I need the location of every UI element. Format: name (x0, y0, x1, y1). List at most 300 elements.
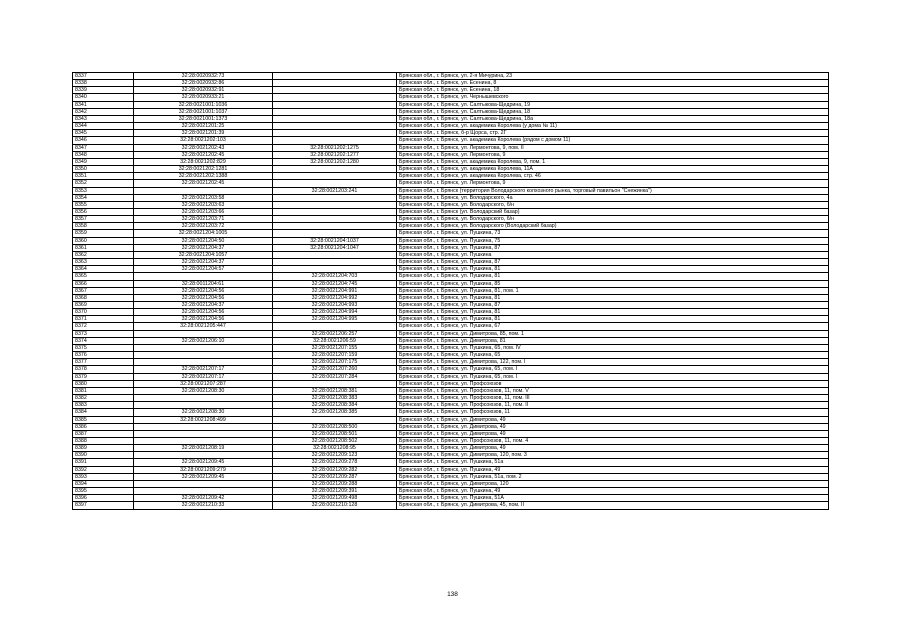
row-number-cell: 8348 (73, 151, 134, 158)
address-cell: Брянская обл., г. Брянск, ул. Профсоюзов, 11, пом. II (397, 402, 829, 409)
row-number-cell: 8378 (73, 366, 134, 373)
cadastral-number-cell: 32:28:0021203:63 (134, 201, 273, 208)
object-cadastral-number-cell (273, 94, 397, 101)
table-row (73, 108, 829, 115)
table-row (73, 309, 829, 316)
table-row (73, 395, 829, 402)
object-cadastral-number-cell: 32:28:0021202:1275 (273, 144, 397, 151)
row-number-cell: 8347 (73, 144, 134, 151)
table-row (73, 287, 829, 294)
row-number-cell: 8388 (73, 437, 134, 444)
row-number-cell: 8372 (73, 323, 134, 330)
object-cadastral-number-cell: 32:28:0021204:992 (273, 294, 397, 301)
address-cell: Брянская обл., г. Брянск, ул. Пушкина, 65, пом. I (397, 366, 829, 373)
table-row (73, 330, 829, 337)
object-cadastral-number-cell (273, 323, 397, 330)
cadastral-number-cell: 32:28:0021204:56 (134, 309, 273, 316)
cadastral-number-cell: 32:28:0021209:279 (134, 466, 273, 473)
cadastral-number-cell: 32:28:0020933:21 (134, 94, 273, 101)
table-row (73, 80, 829, 87)
address-cell: Брянская обл., г. Брянск, ул. Профсоюзов (397, 380, 829, 387)
cadastral-number-cell (134, 395, 273, 402)
object-cadastral-number-cell: 32:28:0021209:278 (273, 459, 397, 466)
object-cadastral-number-cell: 32:28:0021203:241 (273, 187, 397, 194)
address-cell: Брянская обл., г. Брянск, ул. Пушкина, 81 (397, 309, 829, 316)
cadastral-number-cell: 32:28:0021201:39 (134, 130, 273, 137)
cadastral-number-cell: 32:28:0021209:45 (134, 473, 273, 480)
row-number-cell: 8384 (73, 409, 134, 416)
row-number-cell: 8396 (73, 495, 134, 502)
address-cell: Брянская обл., г. Брянск, ул. академика Королева, 11А (397, 166, 829, 173)
row-number-cell: 8361 (73, 244, 134, 251)
object-cadastral-number-cell (273, 137, 397, 144)
table-row (73, 488, 829, 495)
row-number-cell: 8391 (73, 459, 134, 466)
address-cell: Брянская обл., г. Брянск, ул. Есенина, 8 (397, 80, 829, 87)
address-cell: Брянская обл., г. Брянск, б-р Щорса, стр. 2Г (397, 130, 829, 137)
object-cadastral-number-cell (273, 266, 397, 273)
cadastral-number-cell: 32:28:0021204:1057 (134, 251, 273, 258)
cadastral-number-cell (134, 437, 273, 444)
table-row (73, 201, 829, 208)
row-number-cell: 8337 (73, 73, 134, 80)
address-cell: Брянская обл., г. Брянск, ул. Володарского, б/н (397, 201, 829, 208)
cadastral-number-cell: 32:28:0021205:447 (134, 323, 273, 330)
address-cell: Брянская обл., г. Брянск, ул. Салтыкова-Щедрина, 18а (397, 115, 829, 122)
object-cadastral-number-cell: 32:28:0021209:391 (273, 488, 397, 495)
cadastral-number-cell: 32:28:0021204:1005 (134, 230, 273, 237)
cadastral-number-cell: 32:28:0011204:61 (134, 280, 273, 287)
cadastral-number-cell (134, 488, 273, 495)
address-cell: Брянская обл., г. Брянск, ул. академика Королева (у дома № 11) (397, 123, 829, 130)
row-number-cell: 8353 (73, 187, 134, 194)
row-number-cell: 8376 (73, 352, 134, 359)
address-cell: Брянская обл., г. Брянск, ул. академика Королева, стр. 46 (397, 173, 829, 180)
table-row (73, 445, 829, 452)
table-row (73, 73, 829, 80)
cadastral-number-cell (134, 480, 273, 487)
address-cell: Брянская обл., г. Брянск, ул. Пушкина, 87 (397, 302, 829, 309)
address-cell: Брянская обл., г. Брянск, ул. Володарского, 4а (397, 194, 829, 201)
cadastral-number-cell: 32:28:0021202:43 (134, 144, 273, 151)
cadastral-number-cell: 32:28:0021001:1037 (134, 108, 273, 115)
table-row (73, 130, 829, 137)
address-cell: Брянская обл., г. Брянск, ул. Профсоюзов, 11, пом. 4 (397, 437, 829, 444)
table-row (73, 266, 829, 273)
row-number-cell: 8342 (73, 108, 134, 115)
table-row (73, 380, 829, 387)
row-number-cell: 8354 (73, 194, 134, 201)
object-cadastral-number-cell (273, 194, 397, 201)
object-cadastral-number-cell (273, 216, 397, 223)
address-cell: Брянская обл., г. Брянск, ул. Пушкина, 51а, пом. 2 (397, 473, 829, 480)
object-cadastral-number-cell (273, 416, 397, 423)
object-cadastral-number-cell: 32:28:0021204:991 (273, 287, 397, 294)
cadastral-number-cell: 32:28:0021210:33 (134, 502, 273, 509)
row-number-cell: 8351 (73, 173, 134, 180)
cadastral-number-cell: 32:28:0021203:66 (134, 208, 273, 215)
table-row (73, 459, 829, 466)
table-row (73, 244, 829, 251)
object-cadastral-number-cell: 32:28:0021209:498 (273, 495, 397, 502)
object-cadastral-number-cell: 32:28:0021208:502 (273, 437, 397, 444)
address-cell: Брянская обл., г. Брянск, ул. Пушкина, 49 (397, 488, 829, 495)
cadastral-number-cell: 32:28:0021208:19 (134, 445, 273, 452)
object-cadastral-number-cell (273, 101, 397, 108)
object-cadastral-number-cell: 32:28:0021209:123 (273, 452, 397, 459)
table-row (73, 466, 829, 473)
address-cell: Брянская обл., г. Брянск, ул. Профсоюзов, 11, пом. V (397, 387, 829, 394)
row-number-cell: 8385 (73, 416, 134, 423)
object-cadastral-number-cell (273, 180, 397, 187)
cadastral-number-cell: 32:28:0021208:499 (134, 416, 273, 423)
table-row (73, 158, 829, 165)
row-number-cell: 8359 (73, 230, 134, 237)
cadastral-number-cell: 32:28:0021208:30 (134, 409, 273, 416)
table-row (73, 437, 829, 444)
table-row (73, 302, 829, 309)
object-cadastral-number-cell: 32:28:0021208:501 (273, 430, 397, 437)
registry-table-body (73, 73, 829, 510)
cadastral-number-cell: 32:28:0021203:58 (134, 194, 273, 201)
cadastral-number-cell: 32:28:0021207:17 (134, 366, 273, 373)
cadastral-number-cell: 32:28:0021204:56 (134, 287, 273, 294)
object-cadastral-number-cell (273, 223, 397, 230)
object-cadastral-number-cell (273, 123, 397, 130)
cadastral-number-cell: 32:28:0021204:57 (134, 266, 273, 273)
table-row (73, 366, 829, 373)
cadastral-number-cell (134, 344, 273, 351)
object-cadastral-number-cell: 32:28:0021206:59 (273, 337, 397, 344)
row-number-cell: 8387 (73, 430, 134, 437)
address-cell: Брянская обл., г. Брянск, ул. Володарского, б/н (397, 216, 829, 223)
table-row (73, 180, 829, 187)
table-row (73, 480, 829, 487)
registry-table (72, 72, 829, 510)
table-row (73, 280, 829, 287)
table-row (73, 430, 829, 437)
row-number-cell: 8373 (73, 330, 134, 337)
object-cadastral-number-cell (273, 208, 397, 215)
object-cadastral-number-cell (273, 259, 397, 266)
row-number-cell: 8358 (73, 223, 134, 230)
table-row (73, 273, 829, 280)
row-number-cell: 8375 (73, 344, 134, 351)
row-number-cell: 8369 (73, 302, 134, 309)
cadastral-number-cell: 32:28:0021001:1036 (134, 101, 273, 108)
row-number-cell: 8389 (73, 445, 134, 452)
table-row (73, 416, 829, 423)
address-cell: Брянская обл., г. Брянск, ул. Профсоюзов, 11 (397, 409, 829, 416)
row-number-cell: 8341 (73, 101, 134, 108)
table-row (73, 502, 829, 509)
address-cell: Брянская обл., г. Брянск, ул. Володарского (Володарский базар) (397, 223, 829, 230)
address-cell: Брянская обл., г. Брянск, ул. Пушкина, 65, пом. IV (397, 344, 829, 351)
row-number-cell: 8382 (73, 395, 134, 402)
cadastral-number-cell: 32:28:0021209:45 (134, 459, 273, 466)
object-cadastral-number-cell: 32:28:0021204:1037 (273, 237, 397, 244)
table-row (73, 144, 829, 151)
address-cell: Брянская обл., г. Брянск, ул. академика Королева (рядом с домом 11) (397, 137, 829, 144)
address-cell: Брянская обл., г. Брянск, ул. Лермонтова, 9, пом. II (397, 144, 829, 151)
row-number-cell: 8390 (73, 452, 134, 459)
object-cadastral-number-cell: 32:28:0021208:500 (273, 423, 397, 430)
cadastral-number-cell: 32:28:0021208:30 (134, 387, 273, 394)
cadastral-number-cell: 32:28:0021201:25 (134, 123, 273, 130)
row-number-cell: 8395 (73, 488, 134, 495)
row-number-cell: 8380 (73, 380, 134, 387)
address-cell: Брянская обл., г. Брянск, ул. Димитрова, 81 (397, 337, 829, 344)
cadastral-number-cell (134, 430, 273, 437)
address-cell: Брянская обл., г. Брянск, ул. Салтыкова-Щедрина, 19 (397, 101, 829, 108)
table-row (73, 373, 829, 380)
address-cell: Брянская обл., г. Брянск, ул. Димитрова, 49 (397, 430, 829, 437)
table-row (73, 387, 829, 394)
table-row (73, 94, 829, 101)
row-number-cell: 8364 (73, 266, 134, 273)
table-row (73, 216, 829, 223)
table-row (73, 337, 829, 344)
row-number-cell: 8355 (73, 201, 134, 208)
address-cell: Брянская обл., г. Брянск, ул. Есенина, 18 (397, 87, 829, 94)
cadastral-number-cell: 32:28:0021204:37 (134, 259, 273, 266)
cadastral-number-cell: 32:28:0021204:50 (134, 237, 273, 244)
object-cadastral-number-cell: 32:28:0021204:994 (273, 309, 397, 316)
row-number-cell: 8367 (73, 287, 134, 294)
cadastral-number-cell: 32:28:0021202:1388 (134, 173, 273, 180)
table-row (73, 173, 829, 180)
cadastral-number-cell: 32:28:0020932:91 (134, 87, 273, 94)
row-number-cell: 8365 (73, 273, 134, 280)
row-number-cell: 8346 (73, 137, 134, 144)
row-number-cell: 8366 (73, 280, 134, 287)
address-cell: Брянская обл., г. Брянск, ул. Димитрова, 85, пом. 1 (397, 330, 829, 337)
object-cadastral-number-cell: 32:28:0021204:745 (273, 280, 397, 287)
row-number-cell: 8345 (73, 130, 134, 137)
row-number-cell: 8394 (73, 480, 134, 487)
object-cadastral-number-cell (273, 73, 397, 80)
table-row (73, 237, 829, 244)
object-cadastral-number-cell: 32:28:0021204:1047 (273, 244, 397, 251)
row-number-cell: 8397 (73, 502, 134, 509)
table-row (73, 423, 829, 430)
cadastral-number-cell: 32:28:0021207:17 (134, 373, 273, 380)
table-row (73, 495, 829, 502)
table-row (73, 101, 829, 108)
table-row (73, 87, 829, 94)
row-number-cell: 8362 (73, 251, 134, 258)
address-cell: Брянская обл., г. Брянск, ул. Пушкина, 87 (397, 244, 829, 251)
address-cell: Брянская обл., г. Брянск, ул. Пушкина (397, 251, 829, 258)
cadastral-number-cell: 32:28:0020932:73 (134, 73, 273, 80)
table-row (73, 166, 829, 173)
row-number-cell: 8370 (73, 309, 134, 316)
object-cadastral-number-cell: 32:28:0021204:995 (273, 316, 397, 323)
row-number-cell: 8339 (73, 87, 134, 94)
table-row (73, 194, 829, 201)
object-cadastral-number-cell (273, 251, 397, 258)
address-cell: Брянская обл., г. Брянск, ул. Димитрова, 49 (397, 416, 829, 423)
row-number-cell: 8393 (73, 473, 134, 480)
address-cell: Брянская обл., г. Брянск, ул. Чернышевского (397, 94, 829, 101)
object-cadastral-number-cell: 32:28:0021207:260 (273, 366, 397, 373)
cadastral-number-cell (134, 452, 273, 459)
row-number-cell: 8374 (73, 337, 134, 344)
row-number-cell: 8363 (73, 259, 134, 266)
table-row (73, 151, 829, 158)
address-cell: Брянская обл., г. Брянск, ул. Пушкина, 51А (397, 495, 829, 502)
cadastral-number-cell: 32:28:0021202:45 (134, 151, 273, 158)
table-row (73, 251, 829, 258)
cadastral-number-cell: 32:28:0021203:72 (134, 223, 273, 230)
address-cell: Брянская обл., г. Брянск, ул. Пушкина, 81, пом. 1 (397, 287, 829, 294)
cadastral-number-cell (134, 359, 273, 366)
object-cadastral-number-cell (273, 166, 397, 173)
row-number-cell: 8356 (73, 208, 134, 215)
row-number-cell: 8381 (73, 387, 134, 394)
object-cadastral-number-cell (273, 230, 397, 237)
table-row (73, 316, 829, 323)
object-cadastral-number-cell: 32:28:0021208:384 (273, 402, 397, 409)
object-cadastral-number-cell: 32:28:0021202:1277 (273, 151, 397, 158)
row-number-cell: 8386 (73, 423, 134, 430)
address-cell: Брянская обл., г. Брянск, ул. Димитрова, 45, пом. II (397, 502, 829, 509)
cadastral-number-cell (134, 423, 273, 430)
cadastral-number-cell: 32:28:0021204:37 (134, 244, 273, 251)
object-cadastral-number-cell (273, 115, 397, 122)
row-number-cell: 8350 (73, 166, 134, 173)
cadastral-number-cell: 32:28:0021202:1281 (134, 166, 273, 173)
table-row (73, 115, 829, 122)
table-row (73, 352, 829, 359)
table-row (73, 208, 829, 215)
object-cadastral-number-cell (273, 108, 397, 115)
address-cell: Брянская обл., г. Брянск, ул. Пушкина, 87 (397, 259, 829, 266)
table-row (73, 123, 829, 130)
object-cadastral-number-cell: 32:28:0021207:155 (273, 344, 397, 351)
address-cell: Брянская обл., г. Брянск, ул. Пушкина, 65 (397, 352, 829, 359)
address-cell: Брянская обл., г. Брянск, ул. академика Королева, 9, пом. 1 (397, 158, 829, 165)
object-cadastral-number-cell (273, 173, 397, 180)
address-cell: Брянская обл., г. Брянск, ул. Пушкина, 51а (397, 459, 829, 466)
object-cadastral-number-cell (273, 380, 397, 387)
address-cell: Брянская обл., г. Брянск, ул. Димитрова, 120, пом. 3 (397, 452, 829, 459)
table-row (73, 409, 829, 416)
cadastral-number-cell: 32:28:0021209:42 (134, 495, 273, 502)
row-number-cell: 8352 (73, 180, 134, 187)
object-cadastral-number-cell: 32:28:0021206:257 (273, 330, 397, 337)
address-cell: Брянская обл., г. Брянск, ул. Пушкина, 65, пом. I (397, 373, 829, 380)
table-row (73, 473, 829, 480)
row-number-cell: 8371 (73, 316, 134, 323)
address-cell: Брянская обл., г. Брянск, ул. Димитрова, 49 (397, 423, 829, 430)
object-cadastral-number-cell: 32:28:0021207:159 (273, 352, 397, 359)
object-cadastral-number-cell: 32:28:0021208:95 (273, 445, 397, 452)
row-number-cell: 8343 (73, 115, 134, 122)
row-number-cell: 8379 (73, 373, 134, 380)
row-number-cell: 8368 (73, 294, 134, 301)
table-row (73, 137, 829, 144)
object-cadastral-number-cell: 32:28:0021208:381 (273, 387, 397, 394)
object-cadastral-number-cell (273, 130, 397, 137)
address-cell: Брянская обл., г. Брянск, ул. Пушкина, 81 (397, 273, 829, 280)
cadastral-number-cell: 32:28:0021204:56 (134, 294, 273, 301)
table-row (73, 187, 829, 194)
address-cell: Брянская обл., г. Брянск (ул. Володарский базар) (397, 208, 829, 215)
address-cell: Брянская обл., г. Брянск, ул. Димитрова, 122, пом. I (397, 359, 829, 366)
object-cadastral-number-cell: 32:28:0021202:1280 (273, 158, 397, 165)
object-cadastral-number-cell: 32:28:0021208:385 (273, 409, 397, 416)
address-cell: Брянская обл., г. Брянск, ул. Димитрова, 120 (397, 480, 829, 487)
address-cell: Брянская обл., г. Брянск (территория Володарского колхозного рынка, торговый павильон "Снежинка") (397, 187, 829, 194)
object-cadastral-number-cell (273, 80, 397, 87)
cadastral-number-cell: 32:28:0021202:103 (134, 137, 273, 144)
table-row (73, 294, 829, 301)
cadastral-number-cell: 32:28:0021207:287 (134, 380, 273, 387)
table-row (73, 402, 829, 409)
table-row (73, 230, 829, 237)
address-cell: Брянская обл., г. Брянск, ул. Пушкина, 73 (397, 230, 829, 237)
object-cadastral-number-cell: 32:28:0021207:175 (273, 359, 397, 366)
cadastral-number-cell: 32:28:0021206:10 (134, 337, 273, 344)
address-cell: Брянская обл., г. Брянск, ул. Димитрова, 49 (397, 445, 829, 452)
cadastral-number-cell: 32:28:0021203:71 (134, 216, 273, 223)
table-row (73, 323, 829, 330)
table-row (73, 359, 829, 366)
address-cell: Брянская обл., г. Брянск, ул. Пушкина, 67 (397, 323, 829, 330)
cadastral-number-cell: 32:28:0021202:45 (134, 180, 273, 187)
cadastral-number-cell: 32:28:0021202:829 (134, 158, 273, 165)
row-number-cell: 8360 (73, 237, 134, 244)
address-cell: Брянская обл., г. Брянск, ул. Профсоюзов, 11, пом. III (397, 395, 829, 402)
object-cadastral-number-cell: 32:28:0021210:128 (273, 502, 397, 509)
row-number-cell: 8383 (73, 402, 134, 409)
cadastral-number-cell (134, 187, 273, 194)
cadastral-number-cell: 32:28:0021204:37 (134, 302, 273, 309)
row-number-cell: 8377 (73, 359, 134, 366)
cadastral-number-cell (134, 273, 273, 280)
object-cadastral-number-cell: 32:28:0021204:993 (273, 302, 397, 309)
cadastral-number-cell (134, 402, 273, 409)
object-cadastral-number-cell: 32:28:0021204:703 (273, 273, 397, 280)
cadastral-number-cell: 32:28:0021001:1373 (134, 115, 273, 122)
object-cadastral-number-cell (273, 87, 397, 94)
cadastral-number-cell: 32:28:0021204:56 (134, 316, 273, 323)
row-number-cell: 8338 (73, 80, 134, 87)
address-cell: Брянская обл., г. Брянск, ул. 2-я Мичурина, 23 (397, 73, 829, 80)
row-number-cell: 8349 (73, 158, 134, 165)
address-cell: Брянская обл., г. Брянск, ул. Пушкина, 85 (397, 280, 829, 287)
object-cadastral-number-cell: 32:28:0021207:284 (273, 373, 397, 380)
object-cadastral-number-cell: 32:28:0021208:383 (273, 395, 397, 402)
row-number-cell: 8357 (73, 216, 134, 223)
object-cadastral-number-cell: 32:28:0021209:282 (273, 466, 397, 473)
address-cell: Брянская обл., г. Брянск, ул. Салтыкова-Щедрина, 18 (397, 108, 829, 115)
address-cell: Брянская обл., г. Брянск, ул. Пушкина, 81 (397, 316, 829, 323)
address-cell: Брянская обл., г. Брянск, ул. Пушкина, 81 (397, 294, 829, 301)
table-row (73, 259, 829, 266)
object-cadastral-number-cell: 32:28:0021209:288 (273, 480, 397, 487)
address-cell: Брянская обл., г. Брянск, ул. Лермонтова, 9 (397, 180, 829, 187)
row-number-cell: 8340 (73, 94, 134, 101)
row-number-cell: 8344 (73, 123, 134, 130)
table-row (73, 452, 829, 459)
address-cell: Брянская обл., г. Брянск, ул. Лермонтова, 9 (397, 151, 829, 158)
page-number: 138 (447, 591, 458, 598)
address-cell: Брянская обл., г. Брянск, ул. Пушкина, 81 (397, 266, 829, 273)
cadastral-number-cell (134, 330, 273, 337)
table-row (73, 344, 829, 351)
